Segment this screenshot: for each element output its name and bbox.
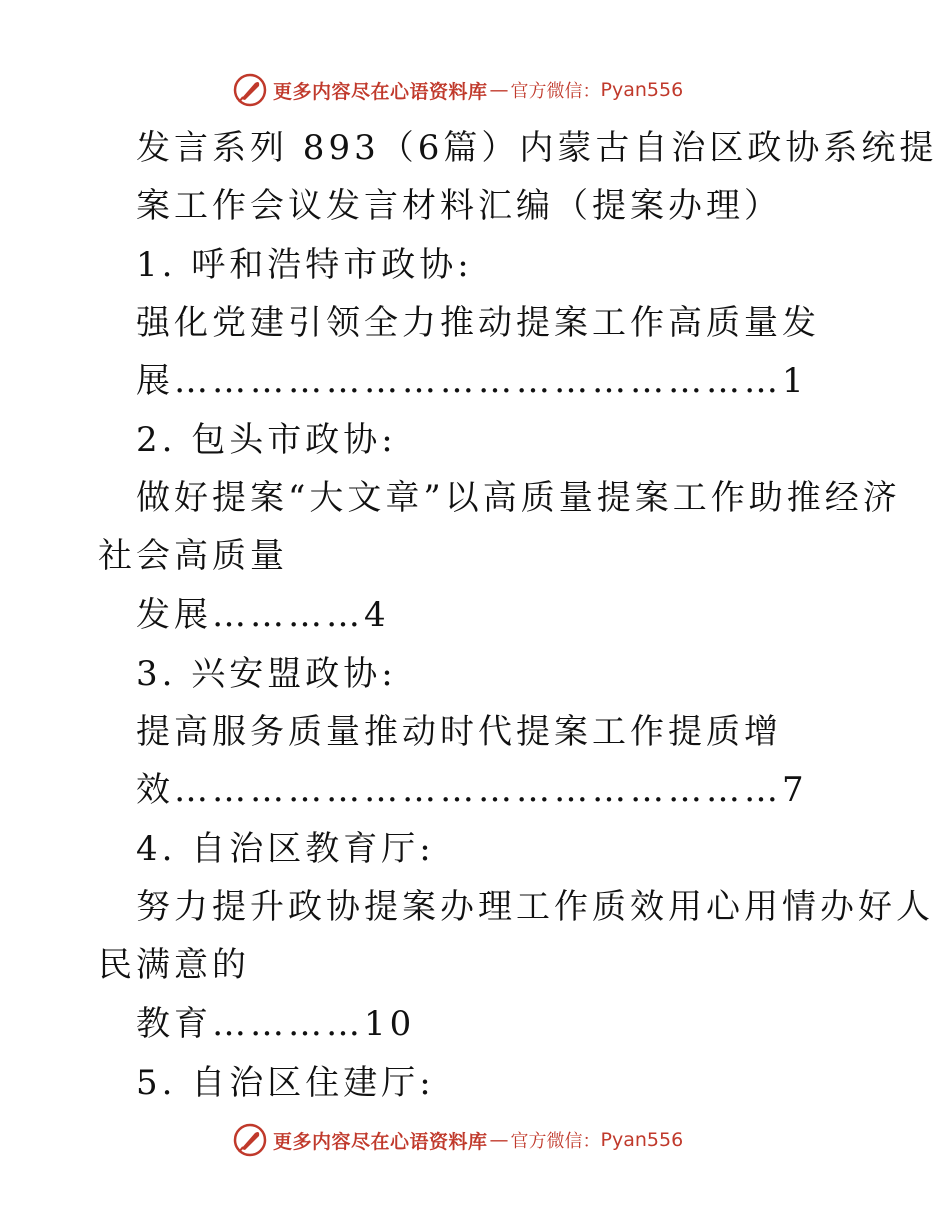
banner-separator: — xyxy=(489,1129,509,1151)
entry-5-heading: 5. 自治区住建厅: xyxy=(136,1063,435,1103)
entry-2-title-line1: 做好提案“大文章”以高质量提案工作助推经济 xyxy=(136,478,901,518)
quill-logo-icon xyxy=(233,73,267,107)
entry-2-title-line3: 发展…………4 xyxy=(136,595,390,635)
entry-1-title-line1: 强化党建引领全力推动提案工作高质量发 xyxy=(136,303,820,343)
header-watermark-banner xyxy=(233,72,683,108)
entry-1-heading: 1. 呼和浩特市政协: xyxy=(136,245,473,285)
banner-brand-text: 更多内容尽在心语资料库 xyxy=(273,80,488,103)
entry-3-title-line2: 效…………………………………………7 xyxy=(136,770,808,810)
document-title-line1: 发言系列 893（6篇）内蒙古自治区政协系统提 xyxy=(136,128,938,168)
entry-2-heading: 2. 包头市政协: xyxy=(136,420,397,460)
entry-4-title-line3: 教育…………10 xyxy=(136,1004,416,1044)
entry-3-title-line1: 提高服务质量推动时代提案工作提质增 xyxy=(136,712,782,752)
entry-2-title-line2: 社会高质量 xyxy=(98,536,288,576)
quill-logo-icon xyxy=(233,1123,267,1157)
banner-official-label: 官方微信： xyxy=(510,81,601,102)
entry-4-heading: 4. 自治区教育厅: xyxy=(136,829,435,869)
banner-brand-text: 更多内容尽在心语资料库 xyxy=(273,1130,488,1153)
entry-3-heading: 3. 兴安盟政协: xyxy=(136,654,397,694)
entry-4-title-line2: 民满意的 xyxy=(98,945,250,985)
document-title-line2: 案工作会议发言材料汇编（提案办理） xyxy=(136,186,782,226)
banner-separator: — xyxy=(489,79,509,101)
banner-official-label: 官方微信： xyxy=(510,1131,601,1152)
banner-wechat-id: Pyan556 xyxy=(600,79,684,101)
banner-wechat-id: Pyan556 xyxy=(600,1129,684,1151)
entry-4-title-line1: 努力提升政协提案办理工作质效用心用情办好人 xyxy=(136,887,934,927)
entry-1-title-line2: 展…………………………………………1 xyxy=(136,361,808,401)
footer-watermark-banner xyxy=(233,1122,683,1158)
